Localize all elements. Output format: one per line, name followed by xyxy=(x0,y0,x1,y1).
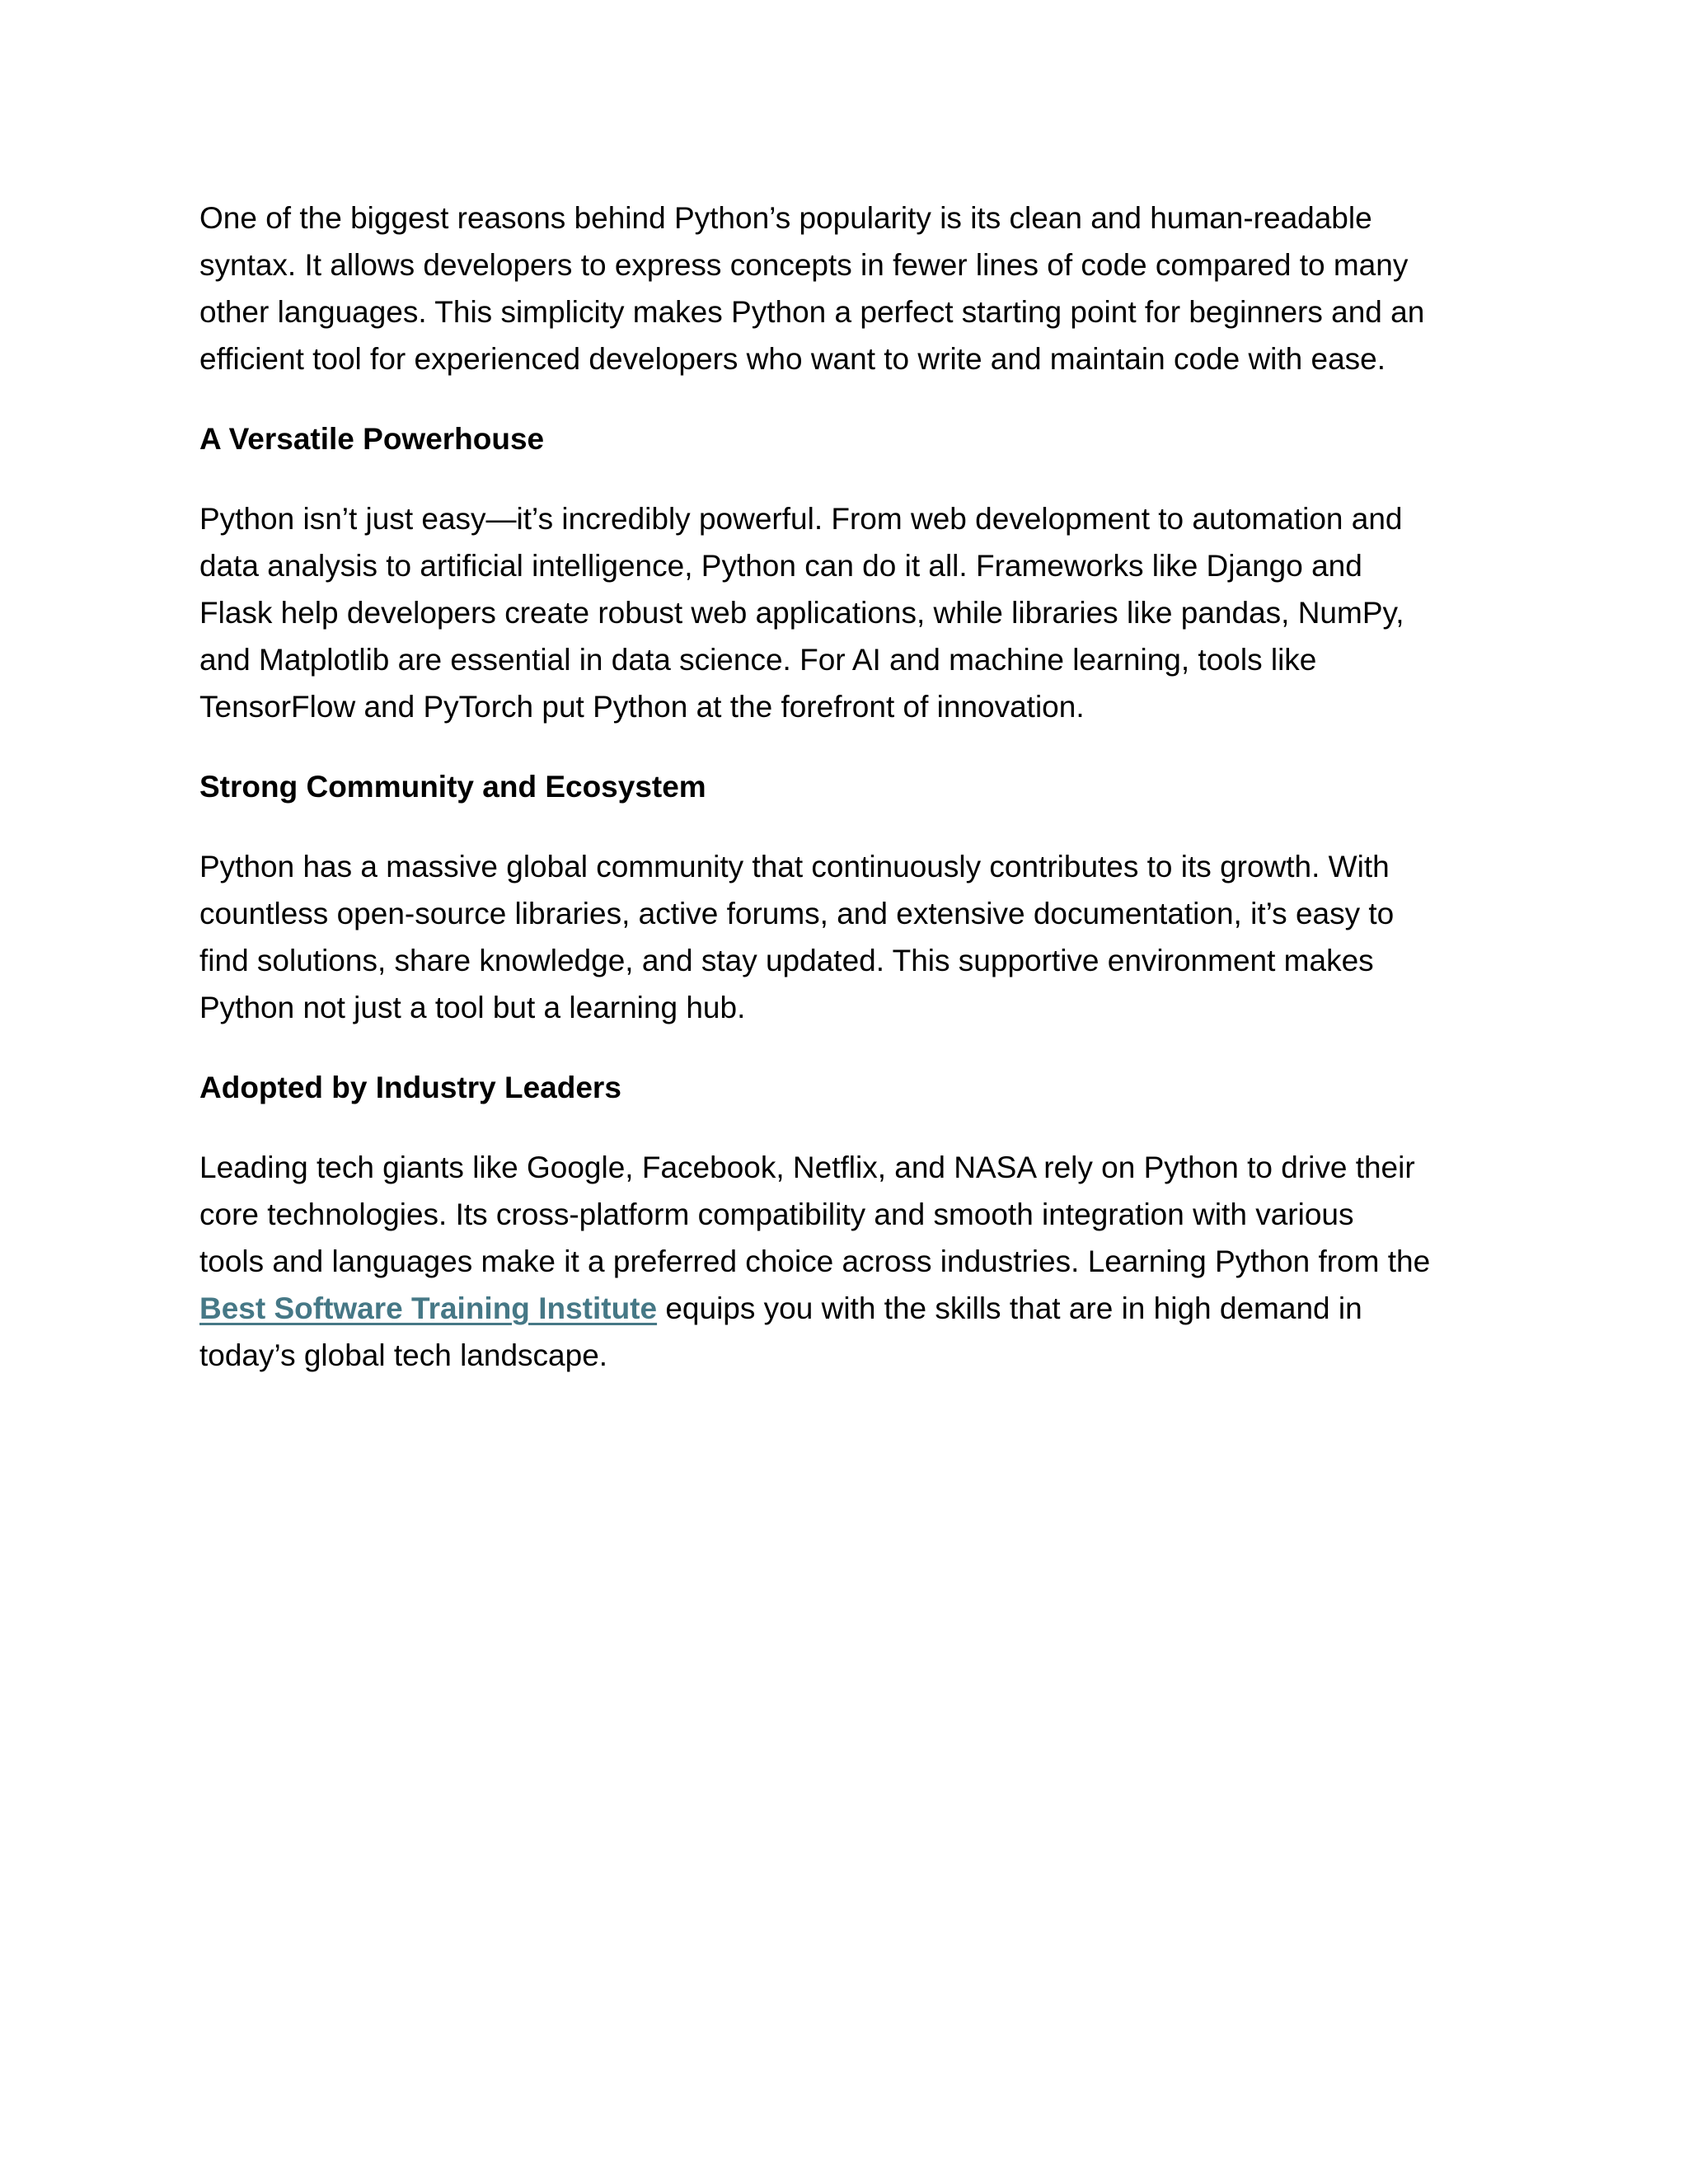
paragraph-line: other languages. This simplicity makes Python a perfect starting point for beginners and an xyxy=(199,295,1425,329)
paragraph-line: data analysis to artificial intelligence, Python can do it all. Frameworks like Django and xyxy=(199,549,1362,583)
section-heading-industry: Adopted by Industry Leaders xyxy=(199,1071,621,1104)
paragraph-line: One of the biggest reasons behind Python’s popularity is its clean and human-readable xyxy=(199,201,1372,235)
paragraph-line: countless open-source libraries, active forums, and extensive documentation, it’s easy to xyxy=(199,897,1395,930)
industry-paragraph xyxy=(199,1144,1518,1379)
paragraph-line: Flask help developers create robust web applications, while libraries like pandas, NumPy, xyxy=(199,596,1404,630)
paragraph-line: Leading tech giants like Google, Facebook, Netflix, and NASA rely on Python to drive their xyxy=(199,1151,1415,1184)
paragraph-line: find solutions, share knowledge, and stay updated. This supportive environment makes xyxy=(199,944,1374,977)
paragraph-line: syntax. It allows developers to express concepts in fewer lines of code compared to many xyxy=(199,248,1409,282)
paragraph-line: Python has a massive global community that continuously contributes to its growth. With xyxy=(199,850,1390,883)
paragraph-line: TensorFlow and PyTorch put Python at the forefront of innovation. xyxy=(199,690,1085,724)
paragraph-line: efficient tool for experienced developers who want to write and maintain code with ease. xyxy=(199,342,1386,376)
paragraph-line: tools and languages make it a preferred choice across industries. Learning Python from the xyxy=(199,1244,1431,1278)
paragraph-line: Python isn’t just easy—it’s incredibly powerful. From web development to automation and xyxy=(199,502,1403,536)
paragraph-line: today’s global tech landscape. xyxy=(199,1338,608,1372)
section-heading-community: Strong Community and Ecosystem xyxy=(199,770,706,804)
community-paragraph xyxy=(199,843,1518,1031)
versatile-paragraph xyxy=(199,495,1518,730)
paragraph-line: Python not just a tool but a learning hub. xyxy=(199,991,746,1024)
paragraph-line-with-link xyxy=(199,1285,1518,1332)
document-page xyxy=(199,194,1518,1379)
link-trailing-text: equips you with the skills that are in high demand in xyxy=(657,1291,1362,1325)
paragraph-line: and Matplotlib are essential in data science. For AI and machine learning, tools like xyxy=(199,643,1317,677)
section-heading-versatile: A Versatile Powerhouse xyxy=(199,422,545,456)
paragraph-line: core technologies. Its cross-platform compatibility and smooth integration with various xyxy=(199,1197,1354,1231)
training-institute-link[interactable]: Best Software Training Institute xyxy=(199,1291,658,1325)
intro-paragraph xyxy=(199,194,1518,382)
